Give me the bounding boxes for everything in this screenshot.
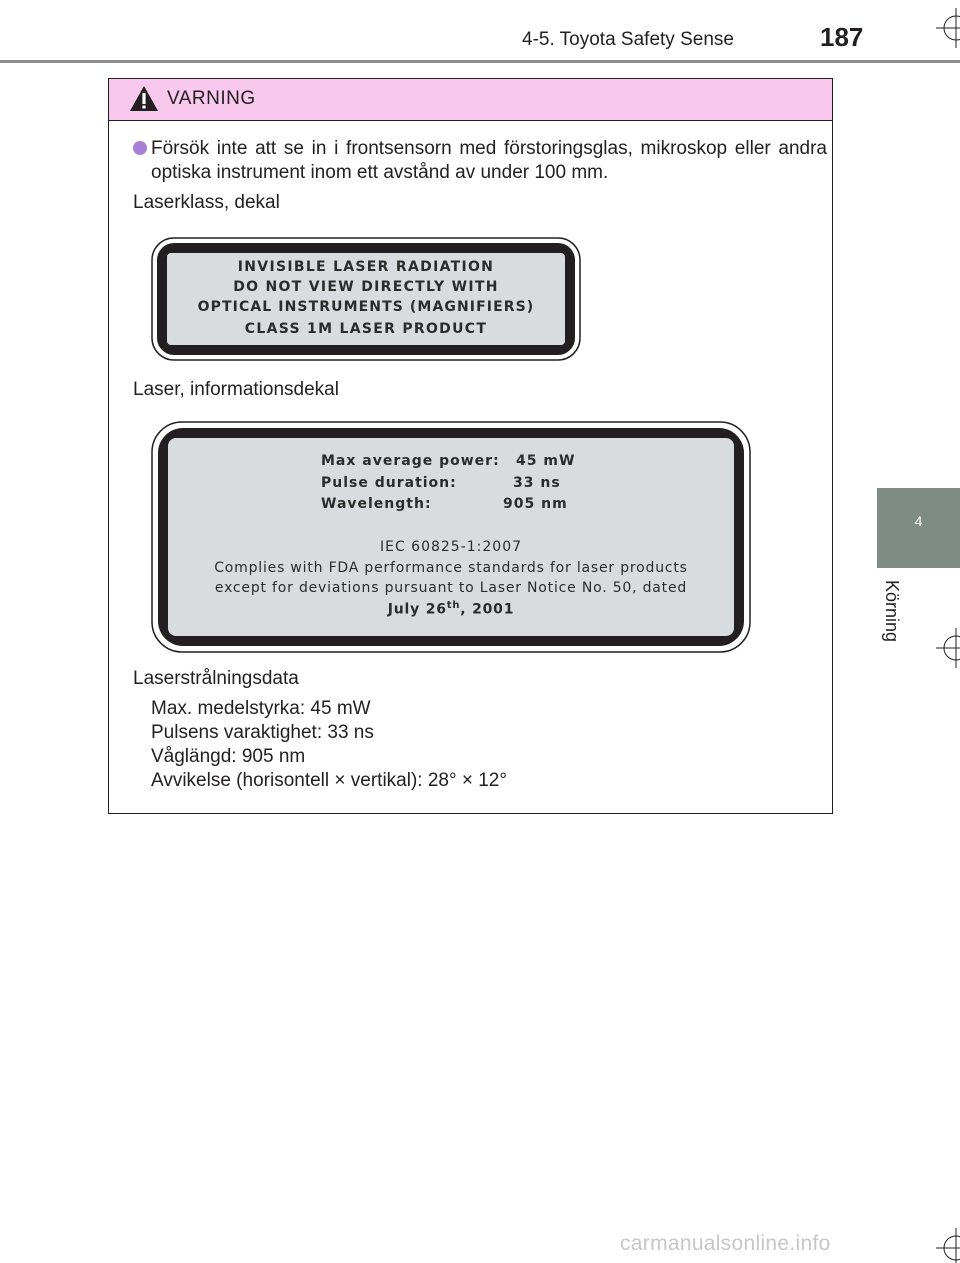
compliance-line-1: Complies with FDA performance standards for laser products — [214, 560, 688, 576]
chapter-tab[interactable] — [877, 488, 960, 568]
data-caption: Laserstrålningsdata — [133, 668, 299, 689]
chapter-label: Körning — [882, 580, 902, 643]
data-item-power: Max. medelstyrka: 45 mW — [151, 698, 371, 719]
data-item-pulse: Pulsens varaktighet: 33 ns — [151, 722, 374, 743]
pulse-key: Pulse duration: — [321, 475, 457, 491]
power-value: 45 mW — [516, 453, 576, 469]
laser-class-line-3: OPTICAL INSTRUMENTS (MAGNIFIERS) — [197, 299, 535, 315]
date-suffix: , 2001 — [460, 601, 515, 618]
warning-triangle-icon — [129, 85, 159, 112]
chapter-number: 4 — [914, 513, 923, 529]
laser-data-list — [151, 697, 507, 793]
laser-class-line-1: INVISIBLE LASER RADIATION — [237, 259, 495, 275]
bullet-dot-icon — [133, 141, 147, 155]
warning-header — [109, 79, 832, 121]
laser-class-line-4: CLASS 1M LASER PRODUCT — [244, 321, 488, 337]
warning-bullet — [133, 137, 827, 185]
data-item-divergence: Avvikelse (horisontell × vertikal): 28° × 12° — [151, 770, 507, 791]
date-prefix: July 26 — [387, 601, 447, 618]
header-rule — [0, 60, 960, 63]
warning-title: VARNING — [167, 88, 256, 109]
warning-box — [108, 78, 833, 814]
data-item-wavelength: Våglängd: 905 nm — [151, 746, 306, 767]
standard-text: IEC 60825-1:2007 — [379, 539, 523, 555]
laser-class-line-2: DO NOT VIEW DIRECTLY WITH — [233, 279, 499, 295]
compliance-line-2: except for deviations pursuant to Laser Notice No. 50, dated — [214, 580, 688, 596]
page-number: 187 — [820, 22, 864, 52]
wave-key: Wavelength: — [321, 496, 432, 512]
crop-mark-bottom-icon — [932, 1228, 960, 1263]
crop-mark-top-icon — [932, 8, 960, 48]
power-key: Max average power: — [321, 453, 500, 469]
watermark-text: carmanualsonline.info — [620, 1232, 831, 1255]
laser-info-label — [151, 421, 751, 653]
pulse-value: 33 ns — [513, 475, 561, 491]
compliance-date — [151, 600, 751, 618]
wave-value: 905 nm — [503, 496, 568, 512]
crop-mark-middle-icon — [932, 628, 960, 668]
laser-class-caption: Laserklass, dekal — [133, 192, 280, 213]
warning-bullet-text: Försök inte att se in i frontsensorn med förstoringsglas, mikroskop eller andra optiska instrument inom ett avstånd av under 100 mm. — [151, 138, 827, 183]
section-title: 4-5. Toyota Safety Sense — [522, 29, 734, 50]
laser-class-label — [151, 237, 581, 361]
info-label-caption: Laser, informationsdekal — [133, 379, 339, 400]
date-superscript: th — [446, 600, 461, 611]
